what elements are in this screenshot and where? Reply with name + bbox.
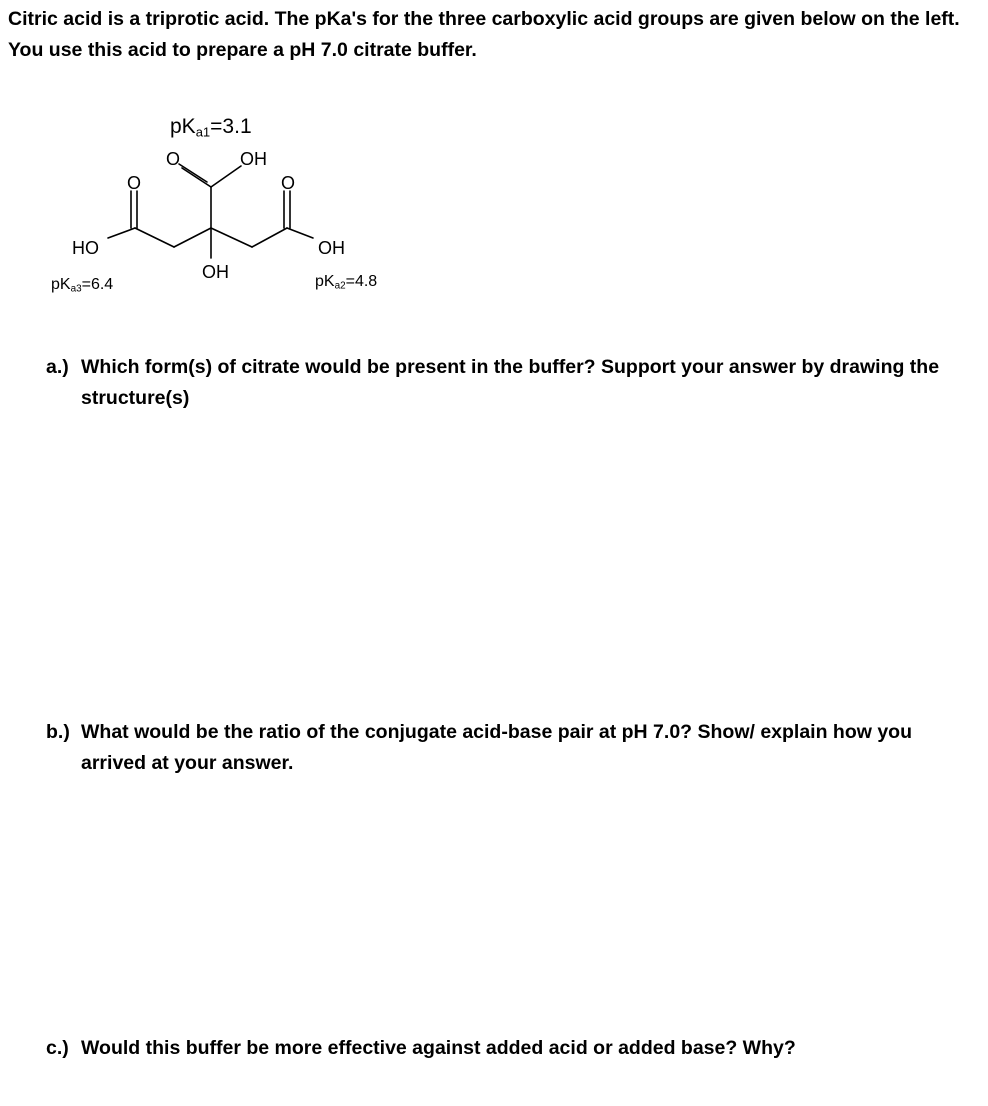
carboxyl-oh-top: OH — [240, 149, 267, 169]
question-b-text: What would be the ratio of the conjugate acid-base pair at pH 7.0? Show/ explain how you arrived at your answer. — [81, 721, 913, 774]
intro-text: Citric acid is a triprotic acid. The pKa's for the three carboxylic acid groups are given below on the left. You use this acid to prepare a pH 7.0 citrate buffer. — [8, 8, 960, 61]
question-c-text: Would this buffer be more effective against added acid or added base? Why? — [81, 1037, 796, 1059]
hydroxyl-ho-left: HO — [72, 238, 99, 258]
question-a-text: Which form(s) of citrate would be present in the buffer? Support your answer by drawing the structure(s) — [81, 356, 940, 409]
bond-c1-ch2left — [135, 228, 174, 247]
bond-carboxyl-o-double-b — [179, 164, 207, 182]
pka3-label: $pK_{a3}=6.4$ — [51, 276, 114, 295]
pka1-label: $pK_{a1}=3.1$ — [170, 115, 252, 140]
question-a-label: a.) — [46, 356, 69, 378]
question-b-label: b.) — [46, 721, 70, 743]
question-c-label: c.) — [46, 1037, 69, 1059]
bond-carboxyl-o-double-a — [182, 168, 211, 187]
carboxyl-o-top: O — [166, 149, 181, 169]
bond-ch2left-c3 — [174, 228, 211, 247]
bond-carboxyl-oh — [211, 166, 241, 187]
carbonyl-o-left: O — [127, 173, 142, 193]
question-a — [46, 352, 966, 414]
hydroxyl-oh-right: OH — [318, 238, 345, 258]
bond-c3-ch2right — [211, 228, 252, 247]
pka2-label: $pK_{a2}=4.8$ — [315, 273, 378, 292]
question-c — [46, 1033, 966, 1064]
carbonyl-o-right: O — [281, 173, 296, 193]
bond-ho-c1 — [108, 228, 135, 238]
question-b — [46, 717, 966, 779]
bond-ch2right-c5 — [252, 228, 287, 247]
citric-acid-structure — [0, 100, 420, 310]
hydroxyl-oh-center: OH — [202, 262, 229, 282]
bond-c5-oh — [287, 228, 313, 238]
